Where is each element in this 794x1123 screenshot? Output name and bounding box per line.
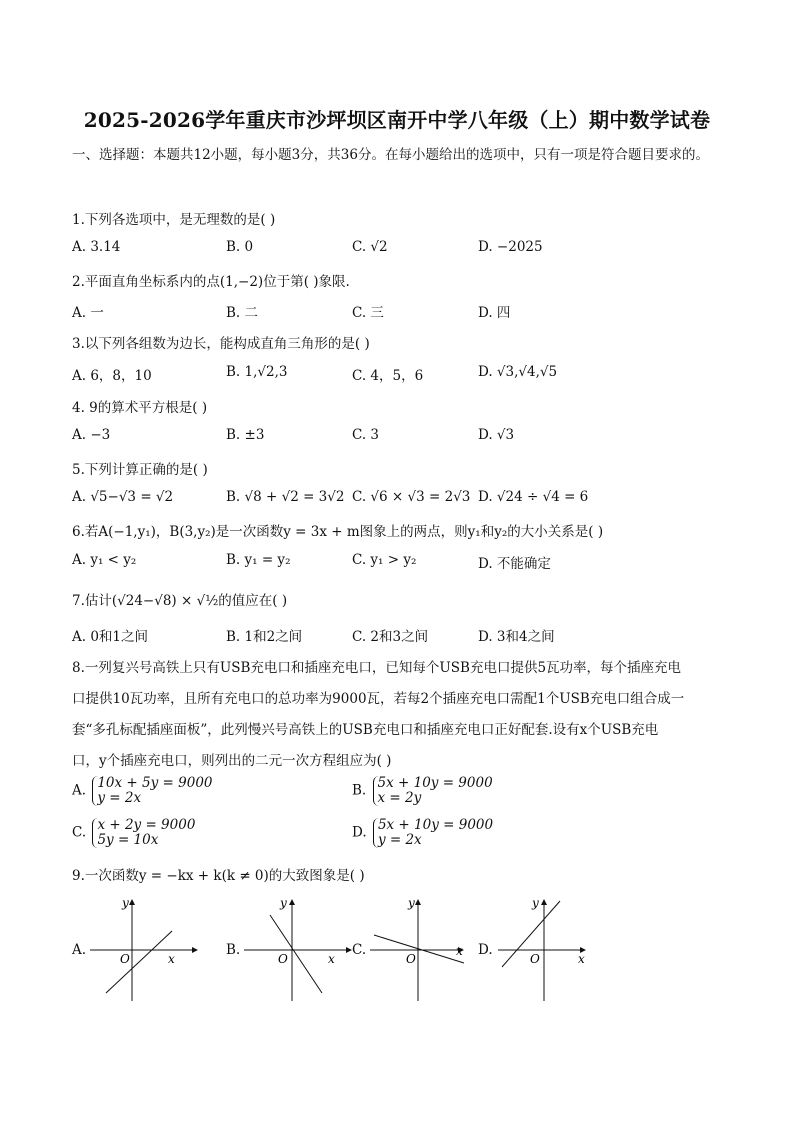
q8-option-a-system	[92, 776, 212, 806]
x-label: x	[168, 952, 175, 966]
q8-option-b	[352, 776, 493, 806]
q8-option-b-system	[373, 776, 493, 806]
q3-option-c: C. 4，5，6	[352, 368, 424, 384]
y-axis-arrow	[289, 899, 295, 905]
q8-option-b-eq2: x = 2y	[377, 790, 422, 806]
question-2-stem: 2.平面直角坐标系内的点(1,−2)位于第( )象限.	[72, 274, 350, 290]
question-6-stem: 6.若A(−1,y₁)，B(3,y₂)是一次函数y = 3x + m图象上的两点，则y₁和y₂的大小关系是( )	[72, 524, 604, 540]
y-axis-arrow	[541, 899, 547, 905]
x-label: x	[456, 944, 463, 958]
q7-option-b: B. 1和2之间	[226, 629, 303, 645]
q8-option-a-label: A.	[72, 782, 87, 799]
q2-option-c: C. 三	[352, 305, 384, 321]
q8-option-c-eq1: x + 2y = 9000	[97, 817, 196, 833]
q4-option-d: D. √3	[478, 427, 515, 443]
q3-option-b: B. 1,√2,3	[226, 364, 288, 380]
q2-option-b: B. 二	[226, 305, 259, 321]
q3-option-a: A. 6，8，10	[72, 368, 152, 384]
q1-option-d: D. −2025	[478, 239, 543, 255]
question-8-line-4: 口，y个插座充电口，则列出的二元一次方程组应为( )	[72, 753, 392, 769]
q6-option-d: D. 不能确定	[478, 556, 551, 572]
section-instructions: 一、选择题：本题共12小题，每小题3分，共36分。在每小题给出的选项中，只有一项是符合题目要求的。	[72, 147, 709, 163]
q4-option-a: A. −3	[72, 427, 111, 443]
q4-option-c: C. 3	[352, 427, 380, 443]
q2-option-a: A. 一	[72, 305, 104, 321]
origin-label: O	[120, 952, 130, 966]
q6-option-b: B. y₁ = y₂	[226, 552, 291, 568]
q6-option-c: C. y₁ > y₂	[352, 552, 417, 568]
q9-option-b-label: B.	[226, 942, 241, 958]
question-9-stem: 9.一次函数y = −kx + k(k ≠ 0)的大致图象是( )	[72, 868, 365, 884]
q8-option-c-label: C.	[72, 824, 87, 841]
q2-option-d: D. 四	[478, 305, 511, 321]
exam-title: 2025-2026学年重庆市沙坪坝区南开中学八年级（上）期中数学试卷	[83, 108, 711, 132]
q5-option-c: C. √6 × √3 = 2√3	[352, 489, 471, 505]
q9-option-a-label: A.	[72, 942, 87, 958]
question-4-stem: 4. 9的算术平方根是( )	[72, 400, 208, 416]
q8-option-a-eq2: y = 2x	[97, 790, 142, 806]
q8-option-d-system	[373, 818, 493, 848]
q9-option-d-label: D.	[478, 942, 493, 958]
y-axis-arrow	[129, 899, 135, 905]
q1-option-c: C. √2	[352, 239, 388, 255]
y-label: y	[122, 896, 129, 910]
q8-option-a-eq1: 10x + 5y = 9000	[97, 775, 213, 791]
graph-line	[374, 935, 464, 963]
q1-option-a: A. 3.14	[72, 239, 121, 255]
q8-option-d	[352, 818, 493, 848]
q6-option-a: A. y₁ < y₂	[72, 552, 137, 568]
q8-option-b-label: B.	[352, 782, 367, 799]
q9-graph-c	[366, 893, 486, 1003]
question-7-stem: 7.估计(√24−√8) × √½的值应在( )	[72, 593, 288, 609]
question-8-line-2: 口提供10瓦功率，且所有充电口的总功率为9000瓦，若每2个插座充电口需配1个USB充电口组合成一	[72, 691, 685, 707]
q8-option-b-eq1: 5x + 10y = 9000	[377, 775, 493, 791]
q5-option-d: D. √24 ÷ √4 = 6	[478, 489, 589, 505]
q8-option-a	[72, 776, 213, 806]
q9-graph-b	[240, 893, 360, 1003]
q4-option-b: B. ±3	[226, 427, 265, 443]
origin-label: O	[278, 952, 288, 966]
origin-label: O	[530, 952, 540, 966]
x-label: x	[328, 952, 335, 966]
q7-option-d: D. 3和4之间	[478, 629, 555, 645]
q1-option-b: B. 0	[226, 239, 254, 255]
question-5-stem: 5.下列计算正确的是( )	[72, 462, 208, 478]
question-1-stem: 1.下列各选项中，是无理数的是( )	[72, 212, 276, 228]
q8-option-d-label: D.	[352, 824, 367, 841]
q3-option-d: D. √3,√4,√5	[478, 364, 558, 380]
q9-option-c-label: C.	[352, 942, 367, 958]
q9-graph-d	[492, 893, 612, 1003]
q8-option-c-eq2: 5y = 10x	[97, 832, 159, 848]
graph-line	[106, 931, 172, 993]
q7-option-c: C. 2和3之间	[352, 629, 429, 645]
q8-option-d-eq2: y = 2x	[377, 832, 422, 848]
q7-option-a: A. 0和1之间	[72, 629, 149, 645]
x-label: x	[578, 952, 585, 966]
q5-option-a: A. √5−√3 = √2	[72, 489, 174, 505]
x-axis-arrow	[192, 947, 198, 953]
y-axis-arrow	[415, 899, 421, 905]
question-8-line-1: 8.一列复兴号高铁上只有USB充电口和插座充电口，已知每个USB充电口提供5瓦功率，每个插座充电	[72, 660, 682, 676]
origin-label: O	[406, 952, 416, 966]
question-3-stem: 3.以下列各组数为边长，能构成直角三角形的是( )	[72, 336, 370, 352]
y-label: y	[532, 896, 539, 910]
q9-graph-a	[86, 893, 206, 1003]
q8-option-c-system	[92, 818, 195, 848]
q5-option-b: B. √8 + √2 = 3√2	[226, 489, 345, 505]
y-label: y	[408, 896, 415, 910]
y-label: y	[280, 896, 287, 910]
q8-option-d-eq1: 5x + 10y = 9000	[377, 817, 494, 833]
q8-option-c	[72, 818, 195, 848]
question-8-line-3: 套“多孔标配插座面板”，此列慢兴号高铁上的USB充电口和插座充电口正好配套.设有x个USB充电	[72, 722, 659, 738]
